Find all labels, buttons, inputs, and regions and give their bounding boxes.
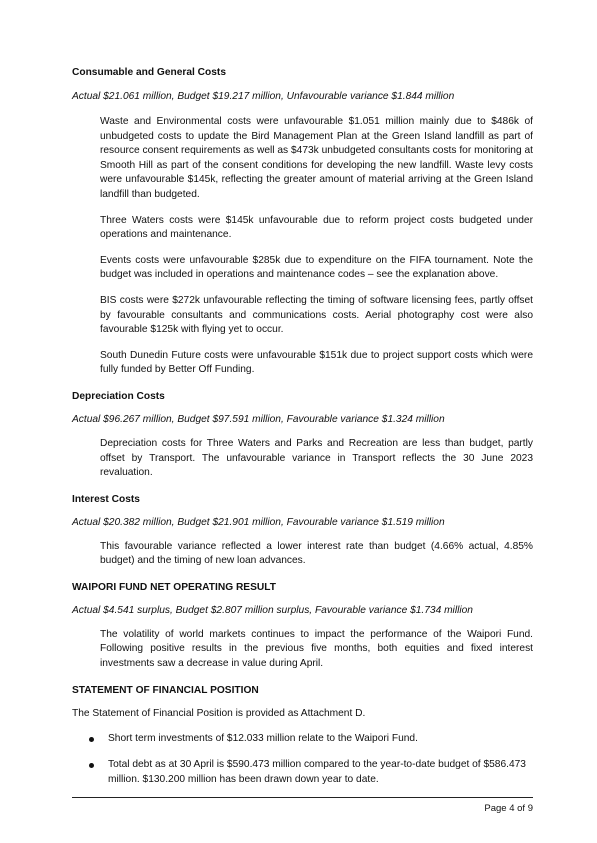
financial-position-bullet-debt: Total debt as at 30 April is $590.473 million compared to the year-to-date budget of $586.473 million. $130.200 million has been drawn down year to date. [72, 758, 533, 787]
financial-position-bullet-investments: Short term investments of $12.033 million relate to the Waipori Fund. [72, 732, 533, 747]
consumable-paragraph-three-waters: Three Waters costs were $145k unfavourable due to reform project costs budgeted under operations and maintenance. [100, 214, 533, 241]
page-number: Page 4 of 9 [484, 803, 533, 814]
consumable-paragraph-events: Events costs were unfavourable $285k due to expenditure on the FIFA tournament. Note the budget was included in operations and maintenance codes – see the explanation above. [100, 254, 533, 281]
page-content [72, 66, 533, 787]
depreciation-heading: Depreciation Costs [72, 390, 165, 402]
depreciation-summary: Actual $96.267 million, Budget $97.591 million, Favourable variance $1.324 million [72, 413, 445, 425]
waipori-heading: WAIPORI FUND NET OPERATING RESULT [72, 581, 276, 593]
interest-summary: Actual $20.382 million, Budget $21.901 million, Favourable variance $1.519 million [72, 516, 445, 528]
consumable-summary: Actual $21.061 million, Budget $19.217 million, Unfavourable variance $1.844 million [72, 91, 455, 102]
depreciation-paragraph: Depreciation costs for Three Waters and Parks and Recreation are less than budget, partly offset by Transport. The unfavourable variance in Transport reflects the 30 June 2023 revaluation. [100, 437, 533, 479]
consumable-paragraph-south-dunedin: South Dunedin Future costs were unfavourable $151k due to project support costs which were fully funded by Better Off Funding. [100, 349, 533, 376]
consumable-heading: Consumable and General Costs [72, 67, 226, 78]
consumable-paragraph-bis: BIS costs were $272k unfavourable reflecting the timing of software licensing fees, partly offset by favourable consultants and communications costs. Aerial photography cost were also favourable $125k with flying yet to occur. [100, 294, 533, 336]
financial-position-intro: The Statement of Financial Position is provided as Attachment D. [72, 707, 366, 719]
waipori-summary: Actual $4.541 surplus, Budget $2.807 million surplus, Favourable variance $1.734 million [72, 604, 473, 616]
interest-heading: Interest Costs [72, 493, 140, 505]
consumable-paragraph-waste: Waste and Environmental costs were unfavourable $1.051 million mainly due to $486k of unbudgeted costs to update the Bird Management Plan at the Green Island landfill as part of resource consent requirements as well as $473k unbudgeted consultants costs for monitoring at Smooth Hill as part of the consent conditions for developing the new landfill. Waste levy costs were unfavourable $145k, reflecting the greater amount of material arriving at the Green Island landfill than budgeted. [100, 116, 533, 200]
financial-position-bullet-list [72, 732, 533, 788]
financial-position-heading: STATEMENT OF FINANCIAL POSITION [72, 684, 259, 696]
waipori-paragraph: The volatility of world markets continues to impact the performance of the Waipori Fund. Following positive results in the previous five months, both equities and fixed interest investments saw a decrease in value during April. [100, 628, 533, 670]
interest-paragraph: This favourable variance reflected a lower interest rate than budget (4.66% actual, 4.85% budget) and the timing of new loan advances. [100, 540, 533, 567]
footer-divider [72, 797, 533, 798]
